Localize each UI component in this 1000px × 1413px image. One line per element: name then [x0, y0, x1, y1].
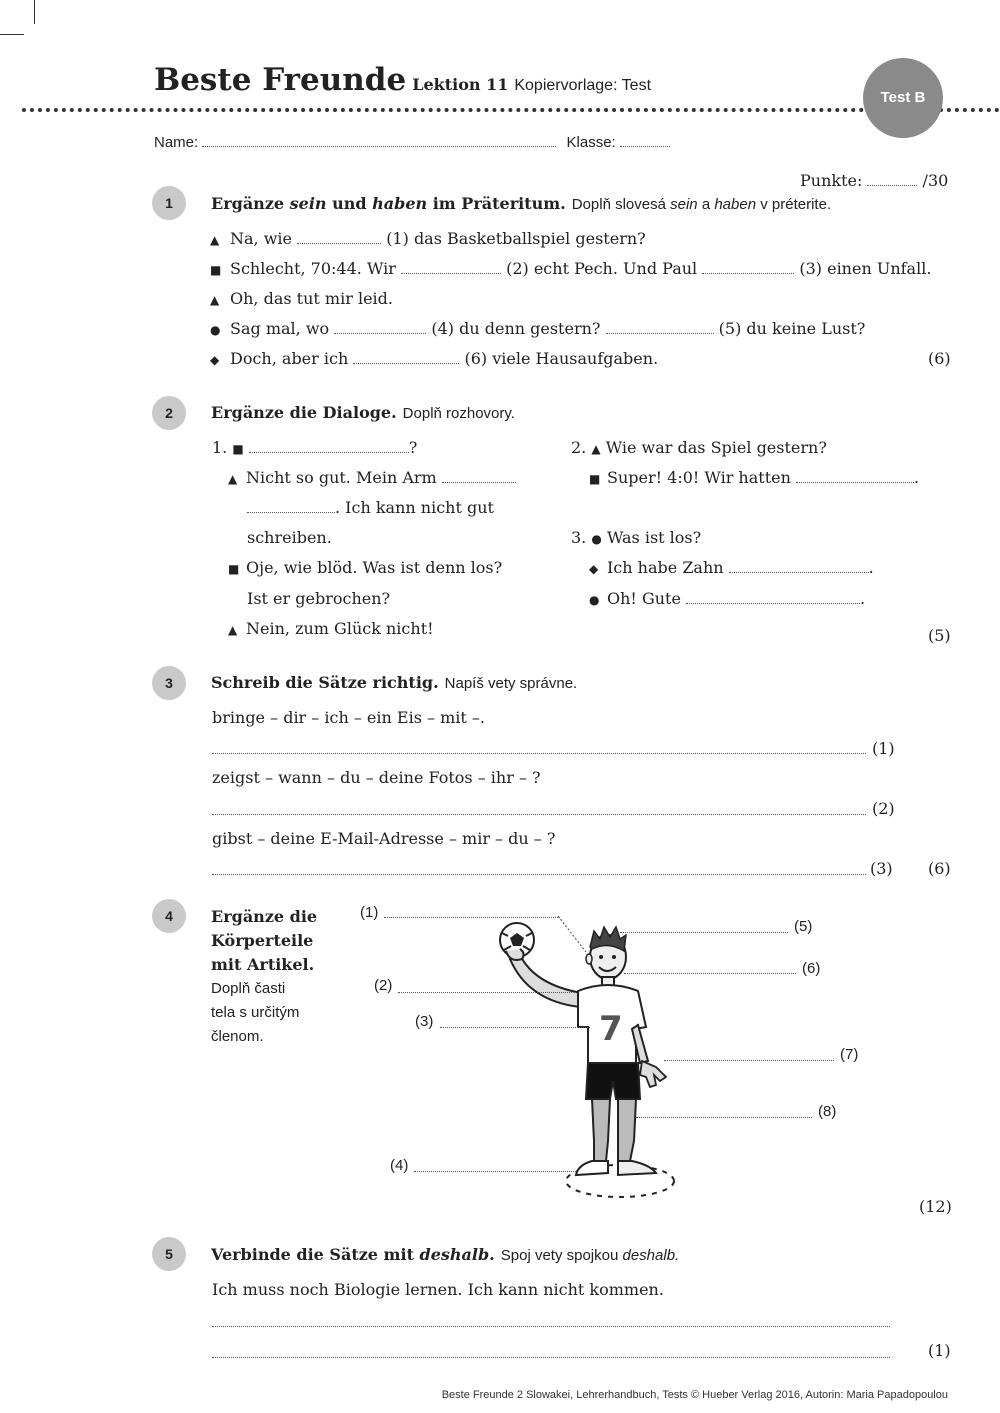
ex2-subtitle: Doplň rozhovory.: [402, 405, 515, 422]
ex1-line-2: [210, 259, 931, 278]
ex3-title-text: Schreib die Sätze richtig.: [211, 673, 439, 692]
page-title: [154, 62, 651, 98]
ex2-d2-line-2: [589, 468, 919, 487]
ex4-title-l1: Ergänze die: [211, 907, 318, 926]
shorts: [586, 1063, 640, 1099]
ex4-label-8: (8): [818, 1103, 837, 1120]
ex3-answer-line-1[interactable]: [212, 752, 866, 754]
ex2-d1-line-7: [228, 619, 434, 638]
ex2-d1-line-6: Ist er gebrochen?: [247, 589, 391, 608]
class-label: Klasse:: [566, 134, 616, 151]
right-leg: [618, 1099, 636, 1161]
ex3-sentence-2: zeigst – wann – du – deine Fotos – ihr – ?: [212, 768, 541, 787]
ex2-d3-l2-end: .: [868, 558, 874, 577]
ex4-title-l2: Körperteile: [211, 931, 314, 950]
ex2-d2-l1: Wie war das Spiel gestern?: [605, 438, 827, 457]
exercise-2-title: [211, 403, 515, 422]
ex1-sub-a: Doplň slovesá: [571, 196, 671, 213]
raised-arm: [510, 955, 582, 1007]
footer-credit: Beste Freunde 2 Slowakei, Lehrerhandbuch, Tests © Hueber Verlag 2016, Autorin: Maria Papadopoulou: [441, 1389, 948, 1401]
square-icon: ■: [232, 442, 244, 456]
ex1-l4-c: (5) du keine Lust?: [718, 319, 866, 338]
ex5-title-a: Verbinde die Sätze mit: [211, 1245, 420, 1264]
ex2-d2-l2: Super! 4:0! Wir hatten: [607, 468, 791, 487]
exercise-5-number: 5: [152, 1237, 186, 1271]
ex3-sentence-3: gibst – deine E-Mail-Adresse – mir – du – ?: [212, 829, 556, 848]
football-player-illustration: [480, 915, 700, 1210]
crop-mark-horizontal: [0, 34, 24, 35]
name-field[interactable]: [202, 145, 556, 147]
ex2-d1-l5: Oje, wie blöd. Was ist denn los?: [246, 558, 503, 577]
points-total: /30: [922, 171, 949, 190]
ex5-sub-b: deshalb.: [622, 1247, 680, 1264]
ex5-points: (1): [928, 1341, 951, 1360]
exercise-1-title: [211, 194, 831, 213]
ex3-num-3: (3): [870, 859, 893, 878]
exercise-3-title: [211, 673, 577, 692]
square-icon: ■: [589, 472, 601, 486]
ex3-answer-line-2[interactable]: [212, 813, 866, 815]
dotted-divider: [22, 108, 1000, 112]
circle-icon: ●: [589, 593, 600, 607]
left-leg: [592, 1099, 610, 1161]
square-icon: ■: [210, 263, 222, 277]
ex1-title-c: und: [326, 194, 373, 213]
ex4-sub-l2: tela s určitým: [211, 1004, 300, 1021]
test-badge: Test B: [863, 58, 943, 138]
ex2-d3-l3-end: .: [860, 589, 866, 608]
ex2-d2-num: 2.: [571, 438, 587, 457]
points-row: [800, 171, 948, 190]
ex4-label-2: (2): [374, 977, 393, 994]
ex2-blank-5[interactable]: [729, 571, 869, 573]
class-field[interactable]: [620, 145, 670, 147]
exercise-4-subtitle: [211, 977, 299, 1049]
ex2-d1-line-4: schreiben.: [247, 528, 332, 547]
points-label: Punkte:: [800, 171, 863, 190]
ex3-points: (6): [928, 859, 951, 878]
ex4-sub-l3: členom.: [211, 1028, 264, 1045]
lesson-label: Lektion 11: [412, 75, 509, 94]
exercise-3-number: 3: [152, 666, 186, 700]
ex1-blank-4[interactable]: [334, 332, 426, 334]
ex1-l4-a: Sag mal, wo: [230, 319, 330, 338]
ex1-l5-b: (6) viele Hausaufgaben.: [464, 349, 659, 368]
ex1-blank-5[interactable]: [606, 332, 714, 334]
ex1-l4-b: (4) du denn gestern?: [431, 319, 601, 338]
left-shoe: [576, 1161, 608, 1175]
ex4-blank-1[interactable]: [384, 916, 560, 918]
ex4-blank-2[interactable]: [398, 991, 576, 993]
ex1-l2-c: (3) einen Unfall.: [799, 259, 932, 278]
ex5-subtitle: [501, 1247, 679, 1264]
ex3-num-1: (1): [872, 739, 895, 758]
ex4-points: (12): [919, 1197, 952, 1216]
ex1-sub-c: a: [697, 196, 715, 213]
ex1-blank-1[interactable]: [297, 242, 381, 244]
ex2-d3-l3: Oh! Gute: [607, 589, 681, 608]
ex1-blank-6[interactable]: [353, 362, 459, 364]
ex1-points: (6): [928, 349, 951, 368]
ex1-l1-a: Na, wie: [230, 229, 292, 248]
triangle-icon: ▲: [228, 623, 238, 637]
ex4-blank-8[interactable]: [636, 1116, 812, 1118]
ex2-blank-3[interactable]: [247, 511, 335, 513]
ex1-line-3: [210, 289, 393, 308]
ex5-sub-a: Spoj vety spojkou: [500, 1247, 623, 1264]
ex4-sub-l1: Doplň časti: [211, 980, 286, 997]
ex3-subtitle: Napíš vety správne.: [444, 675, 578, 692]
ex4-label-4: (4): [390, 1157, 409, 1174]
ex2-title-text: Ergänze die Dialoge.: [211, 403, 397, 422]
ex1-sub-e: v préterite.: [756, 196, 832, 213]
ex1-l2-a: Schlecht, 70:44. Wir: [230, 259, 396, 278]
exercise-5-title: [211, 1245, 679, 1264]
ex2-blank-6[interactable]: [686, 602, 860, 604]
ex1-title-b: sein: [289, 194, 327, 213]
ex2-d1-l2: Nicht so gut. Mein Arm: [246, 468, 437, 487]
ex1-title-e: im Präteritum.: [427, 194, 566, 213]
ex2-d1-l3: . Ich kann nicht gut: [335, 498, 494, 517]
ex2-d1-num: 1.: [212, 438, 228, 457]
head: [586, 927, 626, 979]
square-icon: ■: [228, 562, 240, 576]
ex1-sub-b: sein: [670, 196, 698, 213]
triangle-icon: ▲: [210, 293, 220, 307]
ex3-sentence-1: bringe – dir – ich – ein Eis – mit –.: [212, 708, 485, 727]
exercise-4-number: 4: [152, 899, 186, 933]
triangle-icon: ▲: [210, 233, 220, 247]
ex2-d3-l2: Ich habe Zahn: [607, 558, 724, 577]
ex3-num-2: (2): [872, 799, 895, 818]
ex4-blank-5[interactable]: [620, 931, 788, 933]
ex2-d1-line-3: [247, 498, 494, 517]
ex5-sentence: Ich muss noch Biologie lernen. Ich kann nicht kommen.: [212, 1280, 664, 1299]
ex5-answer-line-2[interactable]: [212, 1356, 890, 1358]
ex1-title-a: Ergänze: [211, 194, 290, 213]
ex2-d3-l1: Was ist los?: [606, 528, 702, 547]
ex2-d3-num: 3.: [571, 528, 587, 547]
ex2-d3-line-3: [589, 589, 865, 608]
ex1-l2-b: (2) echt Pech. Und Paul: [506, 259, 698, 278]
ex2-d2-line-1: [571, 438, 827, 457]
ex2-d3-line-2: [589, 558, 874, 577]
points-field[interactable]: [867, 184, 917, 186]
ex4-blank-3[interactable]: [440, 1026, 590, 1028]
ex3-answer-line-3[interactable]: [212, 873, 866, 875]
ex2-d1-line-1: [212, 438, 417, 457]
ex1-sub-d: haben: [714, 196, 757, 213]
ex1-line-4: [210, 319, 865, 338]
ex4-label-1: (1): [360, 904, 379, 921]
ex1-l5-a: Doch, aber ich: [230, 349, 349, 368]
circle-icon: ●: [591, 532, 602, 546]
ex1-title-d: haben: [372, 194, 428, 213]
subtitle: Kopiervorlage: Test: [514, 77, 652, 94]
ex2-d1-line-2: [228, 468, 516, 487]
ex1-l3: Oh, das tut mir leid.: [230, 289, 393, 308]
shirt-number: 7: [599, 1009, 623, 1049]
ex1-line-1: [210, 229, 646, 248]
ex4-blank-6[interactable]: [624, 972, 796, 974]
right-foot: [618, 1161, 656, 1175]
ex4-label-5: (5): [794, 918, 813, 935]
triangle-icon: ▲: [591, 442, 601, 456]
ex1-blank-2[interactable]: [401, 272, 501, 274]
name-class-row: [154, 134, 670, 151]
exercise-2-number: 2: [152, 396, 186, 430]
ex4-label-3: (3): [415, 1013, 434, 1030]
ex1-subtitle: [572, 196, 831, 213]
ex4-label-6: (6): [802, 960, 821, 977]
name-label: Name:: [154, 134, 199, 151]
ex2-d1-line-5: [228, 558, 502, 577]
diamond-icon: ◆: [210, 353, 220, 367]
ex2-blank-1[interactable]: [249, 451, 409, 453]
ex2-d2-l2-end: .: [914, 468, 920, 487]
ex4-title-l3: mit Artikel.: [211, 955, 315, 974]
ex5-answer-line-1[interactable]: [212, 1325, 890, 1327]
ex1-blank-3[interactable]: [702, 272, 794, 274]
crop-mark-vertical: [34, 0, 35, 24]
ex2-blank-2[interactable]: [442, 481, 516, 483]
ex2-d3-line-1: [571, 528, 701, 547]
leader-line-1: [556, 914, 590, 954]
ex5-title-b: deshalb.: [419, 1245, 495, 1264]
triangle-icon: ▲: [228, 472, 238, 486]
circle-icon: ●: [210, 323, 221, 337]
ex2-d1-l1-end: ?: [408, 438, 418, 457]
title-text: Beste Freunde: [154, 62, 407, 98]
hand: [640, 1061, 666, 1087]
ex4-blank-7[interactable]: [664, 1059, 834, 1061]
ex1-line-5: [210, 349, 658, 368]
ex1-l1-b: (1) das Basketballspiel gestern?: [386, 229, 646, 248]
ex2-blank-4[interactable]: [796, 481, 914, 483]
diamond-icon: ◆: [589, 562, 599, 576]
ex4-blank-4[interactable]: [414, 1170, 574, 1172]
ex4-label-7: (7): [840, 1046, 859, 1063]
ex2-points: (5): [928, 626, 951, 645]
exercise-4-title: [211, 905, 317, 977]
exercise-1-number: 1: [152, 186, 186, 220]
ex2-d1-l7: Nein, zum Glück nicht!: [246, 619, 434, 638]
